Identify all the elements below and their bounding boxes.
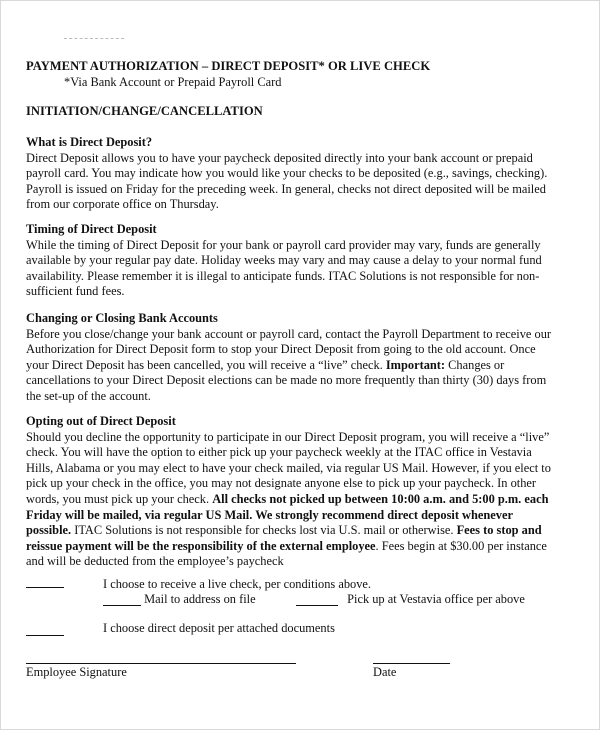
pickup-label: Pick up at Vestavia office per above	[347, 592, 525, 606]
paragraph-line: Should you decline the opportunity to participate in our Direct Deposit program, you will receive a “live”	[26, 429, 550, 444]
paragraph-line: Payroll is issued on Friday for the preceding week. In general, checks not direct deposited will be mailed	[26, 181, 546, 196]
bold-text-run: reissue payment will be the responsibility of the external employee	[26, 538, 376, 553]
direct-deposit-blank[interactable]	[26, 634, 64, 636]
text-run: . Fees begin at $30.00 per instance	[375, 538, 547, 553]
section-heading: Opting out of Direct Deposit	[26, 414, 176, 428]
paragraph-line: sufficient fund fees.	[26, 284, 125, 299]
bold-text-run: All checks not picked up between 10:00 a.m. and 5:00 p.m. each	[212, 491, 549, 506]
paragraph-line: from our corporate office on Thursday.	[26, 197, 219, 212]
section-opting-out	[26, 414, 586, 570]
document-subtitle: *Via Bank Account or Prepaid Payroll Card	[64, 75, 282, 89]
option-direct-deposit	[26, 622, 64, 638]
section-what-is-direct-deposit	[26, 135, 586, 213]
option-pickup	[296, 592, 525, 608]
paragraph-line: check. You will have the option to either pick up your paycheck weekly at the ITAC office in Vestavia	[26, 445, 532, 460]
option-direct-deposit-label: I choose direct deposit per attached documents	[103, 621, 335, 635]
paragraph-line: pick up your check in the office, you may not designate anyone else to pick up your paycheck. In other	[26, 476, 537, 491]
bold-text-run: Fees to stop and	[456, 523, 542, 538]
text-run: ITAC Solutions is not responsible for checks lost via U.S. mail or otherwise.	[71, 523, 457, 538]
option-live-check-label: I choose to receive a live check, per conditions above.	[103, 577, 372, 591]
mail-label: Mail to address on file	[144, 592, 256, 606]
paragraph-line	[26, 539, 586, 555]
option-mail	[103, 592, 256, 608]
text-run: Changes or	[445, 357, 505, 372]
document-title: PAYMENT AUTHORIZATION – DIRECT DEPOSIT* OR LIVE CHECK	[26, 59, 431, 73]
paragraph-line: availability. Please remember it is illegal to anticipate funds. ITAC Solutions is not responsible for non-	[26, 268, 540, 283]
paragraph-line: Before you close/change your bank account or payroll card, contact the Payroll Department to receive our	[26, 326, 552, 341]
section-timing-of-direct-deposit	[26, 222, 586, 300]
paragraph-line: While the timing of Direct Deposit for your bank or payroll card provider may vary, funds are generally	[26, 237, 541, 252]
paragraph-line: Direct Deposit allows you to have your paycheck deposited directly into your bank account or prepaid	[26, 150, 533, 165]
paragraph-line	[26, 492, 586, 508]
live-check-blank[interactable]	[26, 586, 64, 588]
paragraph-line: Hills, Alabama or you may elect to have your check mailed, via regular US Mail. However, if you elect to	[26, 460, 551, 475]
section-heading: Changing or Closing Bank Accounts	[26, 311, 218, 325]
option-live-check	[26, 577, 64, 593]
bold-text-run: possible.	[26, 523, 72, 538]
section-heading: Timing of Direct Deposit	[26, 222, 157, 236]
employee-signature-line[interactable]	[26, 663, 296, 664]
section-heading: What is Direct Deposit?	[26, 135, 153, 149]
paragraph-line: Authorization for Direct Deposit form to stop your Direct Deposit from going to the old account. Once	[26, 342, 536, 357]
employee-signature-label: Employee Signature	[26, 665, 127, 679]
text-run: your Direct Deposit has been cancelled, you will receive a “live” check.	[26, 357, 386, 372]
mail-blank[interactable]	[103, 604, 141, 606]
paragraph-line: Friday will be mailed, via regular US Mail. We strongly recommend direct deposit whenever	[26, 507, 513, 522]
paragraph-line: the set-up of the account.	[26, 388, 151, 403]
paragraph-line	[26, 358, 586, 374]
date-label: Date	[373, 665, 397, 679]
paragraph-line: cancellations to your Direct Deposit elections can be made no more frequently than thirty (30) days from	[26, 373, 547, 388]
section-heading: INITIATION/CHANGE/CANCELLATION	[26, 104, 263, 118]
paragraph-line	[26, 523, 586, 539]
pickup-blank[interactable]	[296, 604, 338, 606]
section-changing-or-closing-accounts	[26, 311, 586, 405]
date-line[interactable]	[373, 663, 450, 664]
text-run: words, you must pick up your check.	[26, 491, 213, 506]
important-label: Important:	[385, 357, 446, 372]
cropped-header-fragment	[64, 38, 124, 42]
paragraph-line: available by your regular pay date. Holiday weeks may vary and may cause a delay to your normal fund	[26, 253, 542, 268]
paragraph-line: and will be deducted from the employee’s paycheck	[26, 554, 284, 569]
paragraph-line: payroll card. You may indicate how you would like your checks to be deposited (e.g., savings, checking).	[26, 166, 548, 181]
